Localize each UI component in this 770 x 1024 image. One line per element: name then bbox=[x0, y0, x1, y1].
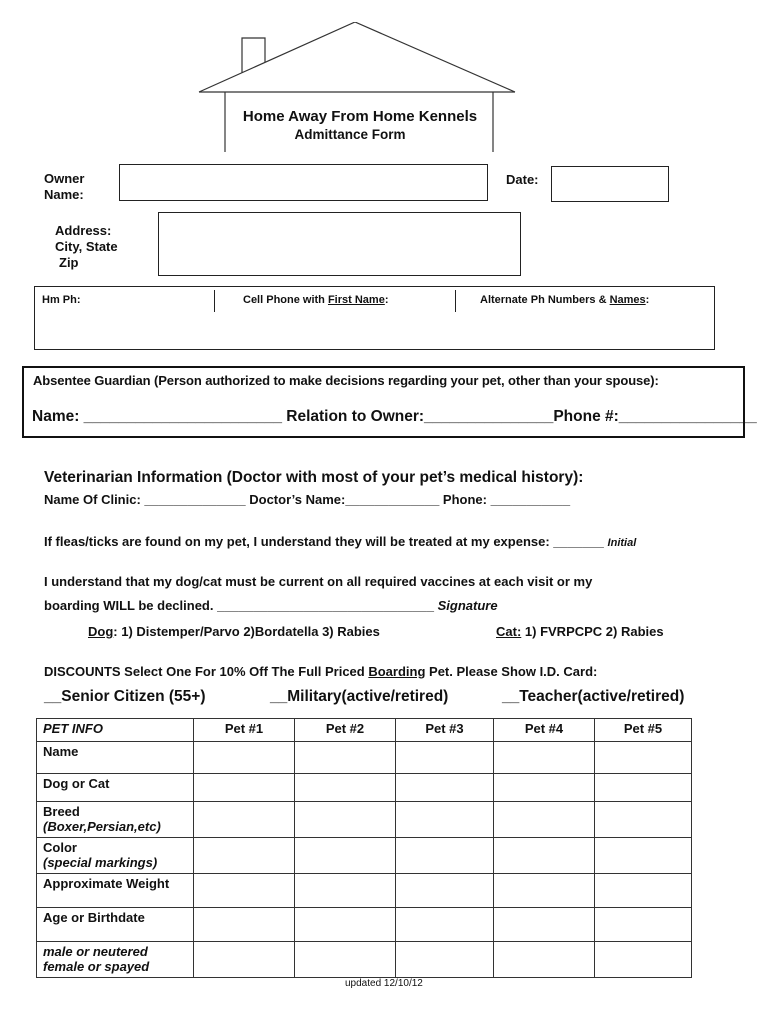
cat-label: Cat: bbox=[496, 624, 522, 639]
row-label-color bbox=[37, 838, 194, 874]
table-row bbox=[37, 942, 692, 978]
cell-input[interactable] bbox=[595, 908, 692, 942]
discounts-prefix: DISCOUNTS Select One For 10% Off The Full Priced bbox=[44, 664, 369, 679]
cell-input[interactable] bbox=[494, 774, 595, 802]
cell-input[interactable] bbox=[194, 742, 295, 774]
row-label-age: Age or Birthdate bbox=[37, 908, 194, 942]
phone-divider-1 bbox=[214, 290, 215, 312]
phone-divider-2 bbox=[455, 290, 456, 312]
cell-input[interactable] bbox=[194, 908, 295, 942]
color-hint: (special markings) bbox=[43, 855, 158, 870]
cell-input[interactable] bbox=[194, 802, 295, 838]
form-title: Home Away From Home Kennels bbox=[242, 108, 478, 125]
cell-input[interactable] bbox=[595, 838, 692, 874]
table-header-row bbox=[37, 719, 692, 742]
vaccines-line1: I understand that my dog/cat must be current on all required vaccines at each visit or my bbox=[44, 574, 593, 589]
cell-input[interactable] bbox=[494, 942, 595, 978]
cell-input[interactable] bbox=[194, 942, 295, 978]
breed-hint: (Boxer,Persian,etc) bbox=[43, 819, 161, 834]
alt-label-prefix: Alternate Ph Numbers & bbox=[480, 294, 610, 306]
cell-input[interactable] bbox=[396, 802, 494, 838]
cell-input[interactable] bbox=[494, 742, 595, 774]
cat-vaccines bbox=[496, 624, 664, 639]
row-label-sex bbox=[37, 942, 194, 978]
alt-label-underlined: Names bbox=[609, 294, 646, 306]
vet-heading: Veterinarian Information (Doctor with most of your pet’s medical history): bbox=[44, 469, 584, 486]
header-pet-1: Pet #1 bbox=[194, 719, 295, 742]
cell-input[interactable] bbox=[295, 874, 396, 908]
alt-phone-label bbox=[480, 294, 649, 306]
table-row bbox=[37, 838, 692, 874]
table-row bbox=[37, 802, 692, 838]
vet-line: Name Of Clinic: ______________ Doctor’s Name:_____________ Phone: ___________ bbox=[44, 492, 571, 507]
cell-input[interactable] bbox=[494, 802, 595, 838]
header-pet-2: Pet #2 bbox=[295, 719, 396, 742]
header-pet-3: Pet #3 bbox=[396, 719, 494, 742]
cell-label-prefix: Cell Phone with bbox=[243, 294, 328, 306]
cell-input[interactable] bbox=[494, 874, 595, 908]
cell-input[interactable] bbox=[295, 838, 396, 874]
signature-label: Signature bbox=[437, 598, 498, 613]
cell-input[interactable] bbox=[396, 774, 494, 802]
vaccines-line2 bbox=[44, 598, 498, 613]
sex-label-2: female or spayed bbox=[43, 959, 150, 974]
guardian-line: Name: _______________________ Relation to Owner:_______________Phone #:________________ bbox=[32, 408, 757, 425]
color-label: Color bbox=[43, 840, 77, 855]
cell-input[interactable] bbox=[295, 742, 396, 774]
discounts-boarding: Boarding bbox=[368, 664, 426, 679]
dog-label: Dog bbox=[88, 624, 114, 639]
cell-input[interactable] bbox=[595, 742, 692, 774]
cell-input[interactable] bbox=[295, 942, 396, 978]
owner-label-line2: Name: bbox=[44, 187, 84, 202]
initial-label: Initial bbox=[607, 537, 637, 549]
address-label-line2: City, State bbox=[55, 239, 118, 254]
cell-input[interactable] bbox=[396, 908, 494, 942]
guardian-intro: Absentee Guardian (Person authorized to make decisions regarding your pet, other than your spouse): bbox=[33, 373, 659, 388]
table-row bbox=[37, 874, 692, 908]
discount-senior[interactable]: __Senior Citizen (55+) bbox=[44, 688, 206, 705]
cell-input[interactable] bbox=[194, 774, 295, 802]
updated-footer: updated 12/10/12 bbox=[345, 978, 423, 989]
owner-name-label bbox=[44, 171, 84, 203]
form-subtitle: Admittance Form bbox=[294, 127, 406, 142]
discounts-suffix: Pet. Please Show I.D. Card: bbox=[425, 664, 598, 679]
cell-label-underlined: First Name bbox=[327, 294, 385, 306]
owner-name-field[interactable] bbox=[119, 164, 488, 201]
cell-input[interactable] bbox=[595, 874, 692, 908]
header-pet-info: PET INFO bbox=[37, 719, 194, 742]
address-label bbox=[55, 223, 118, 271]
cell-input[interactable] bbox=[494, 838, 595, 874]
table-row bbox=[37, 908, 692, 942]
cell-input[interactable] bbox=[595, 774, 692, 802]
cell-input[interactable] bbox=[194, 874, 295, 908]
fleas-text: If fleas/ticks are found on my pet, I understand they will be treated at my expense: _______ bbox=[44, 534, 604, 549]
sex-label-1: male or neutered bbox=[43, 944, 148, 959]
row-label-type: Dog or Cat bbox=[37, 774, 194, 802]
cell-input[interactable] bbox=[595, 802, 692, 838]
cell-phone-label bbox=[243, 294, 388, 306]
pet-info-table bbox=[36, 718, 692, 978]
home-phone-label: Hm Ph: bbox=[42, 294, 81, 306]
header-pet-5: Pet #5 bbox=[595, 719, 692, 742]
dog-vaccine-list: : 1) Distemper/Parvo 2)Bordatella 3) Rabies bbox=[113, 624, 380, 639]
breed-label: Breed bbox=[43, 804, 80, 819]
cat-vaccine-list: 1) FVRPCPC 2) Rabies bbox=[521, 624, 664, 639]
address-label-line3: Zip bbox=[59, 255, 79, 270]
alt-label-suffix: : bbox=[645, 294, 650, 306]
cell-input[interactable] bbox=[494, 908, 595, 942]
date-field[interactable] bbox=[551, 166, 669, 202]
discount-military[interactable]: __Military(active/retired) bbox=[270, 688, 449, 705]
discounts-line bbox=[44, 664, 597, 679]
row-label-weight: Approximate Weight bbox=[37, 874, 194, 908]
row-label-breed bbox=[37, 802, 194, 838]
cell-input[interactable] bbox=[396, 742, 494, 774]
cell-input[interactable] bbox=[295, 802, 396, 838]
address-field[interactable] bbox=[158, 212, 521, 276]
vaccines-decline-text: boarding WILL be declined. ______________________________ bbox=[44, 598, 434, 613]
discount-teacher[interactable]: __Teacher(active/retired) bbox=[502, 688, 685, 705]
cell-input[interactable] bbox=[595, 942, 692, 978]
cell-input[interactable] bbox=[295, 774, 396, 802]
cell-input[interactable] bbox=[396, 942, 494, 978]
cell-input[interactable] bbox=[295, 908, 396, 942]
date-label: Date: bbox=[506, 172, 539, 187]
cell-input[interactable] bbox=[194, 838, 295, 874]
owner-label-line1: Owner bbox=[44, 171, 85, 186]
dog-vaccines bbox=[88, 624, 380, 639]
table-row bbox=[37, 774, 692, 802]
table-row bbox=[37, 742, 692, 774]
header-pet-4: Pet #4 bbox=[494, 719, 595, 742]
fleas-line bbox=[44, 534, 636, 549]
cell-input[interactable] bbox=[396, 838, 494, 874]
row-label-name: Name bbox=[37, 742, 194, 774]
cell-label-suffix: : bbox=[384, 294, 389, 306]
address-label-line1: Address: bbox=[55, 223, 112, 238]
cell-input[interactable] bbox=[396, 874, 494, 908]
